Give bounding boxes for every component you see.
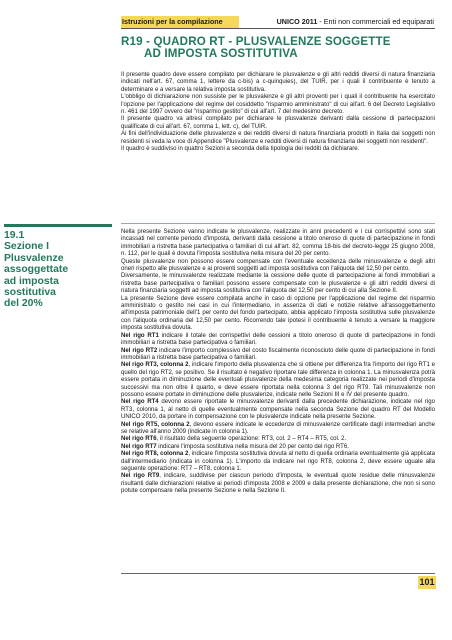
- intro-text: [121, 72, 435, 153]
- header-model: UNICO 2011: [276, 17, 318, 26]
- section-label-line: Plusvalenze: [4, 252, 64, 264]
- header-rule: [121, 28, 435, 29]
- row-key: Nel rigo RT8, colonna 2: [121, 451, 189, 458]
- section-label-line: Sezione I: [4, 241, 50, 253]
- row-instruction: [121, 473, 435, 495]
- section-number: 19.1: [4, 230, 25, 241]
- row-key: Nel rigo RT5, colonna 2: [121, 421, 190, 428]
- row-key: Nel rigo RT7: [121, 443, 157, 450]
- row-text: devono essere riportate le minusvalenze derivanti dalla precedente dichiarazione, indicate nel rigo RT3, colonna 1, al netto di quelle eventualmente compensate nella seconda Sezione del quadro RT del Modello UNICO 2010, da portare in compensazione con le plusvalenze indicate nella presente Sezione.: [121, 399, 435, 421]
- row-key: Nel rigo RT6: [121, 436, 157, 443]
- intro-paragraph: Il presente quadro va altresì compilato per dichiarare le plusvalenze derivanti dalla cessione di partecipazioni qualificate di cui all'art. 67, comma 1, lett. c), del TUIR.: [121, 116, 435, 130]
- row-text: indicare il totale dei corrispettivi delle cessioni a titolo oneroso di quote di partecipazione in fondi immobiliari a ristretta base partecipativa o familiari.: [121, 332, 435, 347]
- section-label-line: del 20%: [4, 298, 43, 310]
- row-instruction: [121, 399, 435, 421]
- row-instruction: [121, 362, 435, 399]
- section-paragraph: La presente Sezione deve essere compilata anche in caso di opzione per l'applicazione del regime del risparmio amministrato o gestito nei casi in cui l'intermediario, in assenza di dati e notizie relative all'assoggettamento all'imposta patrimoniale dell'1 per cento del fondo partecipato, abbia applicato l'imposta sostitutiva sulle plusvalenze con l'aliquota ordinaria del 12,50 per cento. Ricorrendo tale ipotesi il contribuente è tenuto a versare la maggiore imposta sostitutiva dovuta.: [121, 295, 435, 332]
- intro-paragraph: Ai fini dell'individuazione delle plusvalenze e dei redditi diversi di natura finanziaria prodotti in Italia dai soggetti non residenti si veda la voce di Appendice "Plusvalenze e redditi diversi di natura finanziaria dei soggetti non residenti".: [121, 131, 435, 145]
- row-text: , il risultato della seguente operazione: RT3, col. 2 – RT4 – RT5, col. 2.: [156, 436, 347, 443]
- row-instruction: [121, 451, 435, 473]
- row-text: , indicare, suddivise per ciascun periodo d'imposta, le eventuali quote residue delle minusvalenze risultanti dalle dichiarazioni relative ai periodi d'imposta 2008 e 2009 e dalla presente dichiarazione, che non si sono potute compensare nella presente Sezione e nella Sezione II.: [121, 473, 435, 495]
- row-text: , indicare l'importo della plusvalenza che si ottiene per differenza fra l'importo del rigo RT1 e quello del rigo RT2, se positivo. Se il risultato è negativo riportare tale differenza in colonna 1. La minusvalenza potrà essere portata in diminuzione delle eventuali plusvalenze della medesima categoria realizzate nei periodi d'imposta successivi ma non oltre il quarto, e deve essere riportata nella colonna 3 del rigo RT9. Tali minusvalenze non possono essere portate in diminuzione delle plusvalenze, indicate nelle Sezioni III e IV del presente quadro.: [121, 362, 435, 398]
- section-label-line: ad imposta: [4, 275, 59, 287]
- row-text: , devono essere indicate le eccedenze di minusvalenze certificate dagli intermediari anche se relative all'anno 2009 (indicate in colonna 1).: [121, 421, 435, 435]
- header-model-label: [277, 16, 435, 28]
- intro-paragraph: Il quadro è suddiviso in quattro Sezioni a seconda della tipologia dei redditi da dichiarare.: [121, 146, 360, 153]
- section-sidebar: [4, 224, 112, 310]
- row-instruction: [121, 348, 435, 363]
- intro-paragraph: L'obbligo di dichiarazione non sussiste per le plusvalenze e gli altri proventi per i quali il contribuente ha esercitato l'opzione per l'applicazione del regime del cosiddetto "risparmio amministrato" di cui all'art. 6 del Decreto Legislativo n. 461 del 1997 ovvero del "risparmio gestito" di cui all'art. 7 del medesimo decreto.: [121, 94, 435, 116]
- section-label-line: assoggettate: [4, 264, 69, 276]
- intro-paragraph: Il presente quadro deve essere compilato per dichiarare le plusvalenze e gli altri redditi diversi di natura finanziaria indicati nell'art. 67, comma 1, lettere da c-bis) a c-quinquies), del TUIR, per i quali il contribuente è tenuto a determinare e a versare la relativa imposta sostitutiva.: [121, 72, 435, 93]
- row-key: Nel rigo RT2: [121, 347, 158, 354]
- sidebar-accent-bar: [4, 224, 112, 227]
- row-key: Nel rigo RT9: [121, 473, 160, 480]
- section-paragraph: Nella presente Sezione vanno indicate le plusvalenze, realizzate in anni precedenti e i cui corrispettivi sono stati incassati nel corrente periodo d'imposta, derivanti dalla cessione a titolo oneroso di quote di partecipazione in fondi immobiliari a ristretta base partecipativa o familiari di cui all'art. 82, comma 18-bis del decreto-legge 25 giugno 2008, n. 112, per le quali è dovuta l'imposta sostitutiva nella misura del 20 per cento.: [121, 229, 435, 258]
- row-text: indicare l'importo complessivo del costo fiscalmente riconosciuto delle quote di partecipazione in fondi immobiliari a ristretta base partecipativa o familiari.: [121, 347, 435, 361]
- row-key: Nel rigo RT4: [121, 399, 159, 406]
- row-instruction: [121, 444, 435, 451]
- section-divider: [121, 223, 435, 224]
- title-line-2: AD IMPOSTA SOSTITUTIVA: [144, 47, 298, 60]
- page-title: [121, 36, 441, 60]
- row-instruction: [121, 436, 435, 443]
- row-instruction: [121, 333, 435, 348]
- section-heading: [4, 230, 112, 310]
- section-label-line: sostitutiva: [4, 287, 56, 299]
- row-text: indicare l'imposta sostitutiva nella misura del 20 per cento del rigo RT6.: [156, 443, 349, 450]
- section-paragraph: Queste plusvalenze non possono essere compensate con l'eventuale eccedenza delle minusvalenze e degli altri oneri rispetto alle plusvalenze e ai proventi soggetti ad imposta sostitutiva con l'aliquota del 12,50 per cento.: [121, 258, 435, 273]
- header-subtitle: - Enti non commerciali ed equiparati: [317, 17, 434, 26]
- header-section-label: Istruzioni per la compilazione: [121, 16, 239, 28]
- running-header: [121, 16, 435, 28]
- section-paragraph: Diversamente, le minusvalenze realizzate mediante la cessione delle quote di partecipazione ai fondi immobiliari a ristretta base partecipativa o familiari possono essere compensate con le plusvalenze e gli altri redditi diversi di natura finanziaria soggetti ad imposta sostitutiva con l'aliquota del 12,50 per cento di cui alla Sezione II.: [121, 273, 435, 295]
- row-key: Nel rigo RT1: [121, 332, 159, 339]
- title-line-1: R19 - QUADRO RT - PLUSVALENZE SOGGETTE: [121, 35, 391, 48]
- section-body: [121, 229, 435, 496]
- footer-rule: [121, 573, 435, 574]
- row-text: , indicare l'imposta sostitutiva dovuta al netto di quella ordinaria eventualmente già applicata dall'intermediario (indicata in colonna 1). L'importo da indicare nel rigo RT8, colonna 2, deve essere uguale alla seguente operazione: RT7 – RT8, colonna 1.: [121, 451, 436, 472]
- page-number: 101: [419, 577, 435, 587]
- row-instruction: [121, 422, 435, 437]
- row-key: Nel rigo RT3, colonna 2: [121, 362, 189, 369]
